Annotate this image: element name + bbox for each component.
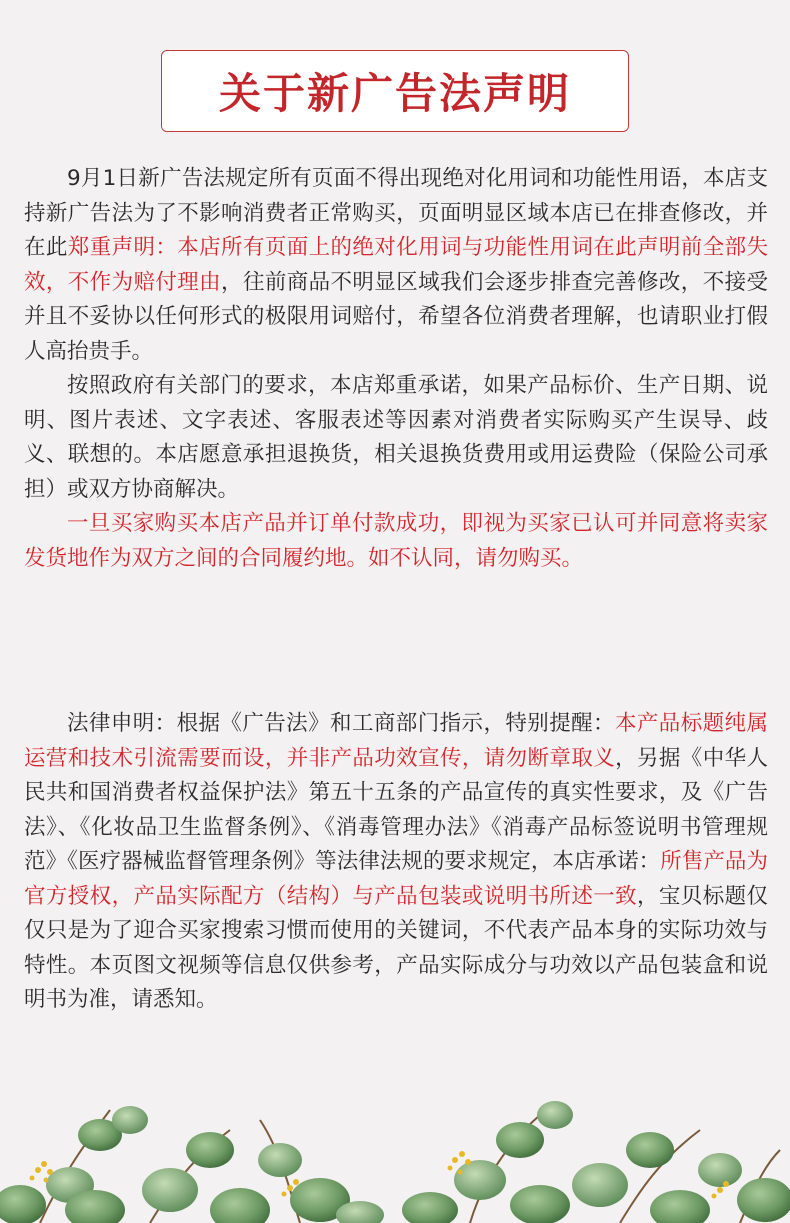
legal-section — [24, 707, 768, 1018]
statement-text-tail: ，往前商品不明显区域我们会逐步排查完善修改，不接受并且不妥协以任何形式的极限用词赔付，希望各位消费者理解，也请职业打假人高抬贵手。 — [24, 269, 768, 364]
legal-highlight-1: 本产品标题纯属运营和技术引流需要而设，并非产品功效宣传，请勿断章取义 — [24, 711, 768, 771]
legal-highlight-2: 所售产品为官方授权，产品实际配方（结构）与产品包装或说明书所述一致 — [24, 849, 768, 909]
page-title: 关于新广告法声明 — [218, 69, 571, 118]
legal-text-2: ，另据《中华人民共和国消费者权益保护法》第五十五条的产品宣传的真实性要求，及《广告法》、《化妆品卫生监督条例》、《消毒管理办法》《消毒产品标签说明书管理规范》《医疗器械监督管理条例》等法律法规的要求规定，本店承诺： — [24, 745, 768, 874]
statement-paragraph-2: 按照政府有关部门的要求，本店郑重承诺，如果产品标价、生产日期、说明、图片表述、文字表述、客服表述等因素对消费者实际购买产生误导、歧义、联想的。本店愿意承担退换货，相关退换货费用或用运费险（保险公司承担）或双方协商解决。 — [24, 373, 768, 502]
statement-section — [24, 162, 768, 576]
eucalyptus-leaves-icon — [0, 1090, 790, 1223]
statement-paragraph-3: 一旦买家购买本店产品并订单付款成功，即视为买家已认可并同意将卖家发货地作为双方之间的合同履约地。如不认同，请勿购买。 — [24, 511, 768, 571]
legal-text-3: ，宝贝标题仅仅只是为了迎合买家搜索习惯而使用的关键词，不代表产品本身的实际功效与特性。本页图文视频等信息仅供参考，产品实际成分与功效以产品包装盒和说明书为准，请悉知。 — [24, 883, 768, 1012]
statement-text: 9月1日新广告法规定所有页面不得出现绝对化用词和功能性用语，本店支持新广告法为了不影响消费者正常购买，页面明显区域本店已在排查修改，并在此 — [24, 166, 768, 260]
legal-text: 法律申明：根据《广告法》和工商部门指示，特别提醒： — [67, 711, 615, 736]
statement-paragraph-1 — [24, 162, 768, 369]
legal-paragraph — [24, 707, 768, 1018]
statement-highlight: 郑重声明：本店所有页面上的绝对化用词与功能性用词在此声明前全部失效，不作为赔付理由 — [24, 235, 768, 295]
title-banner — [161, 50, 629, 132]
